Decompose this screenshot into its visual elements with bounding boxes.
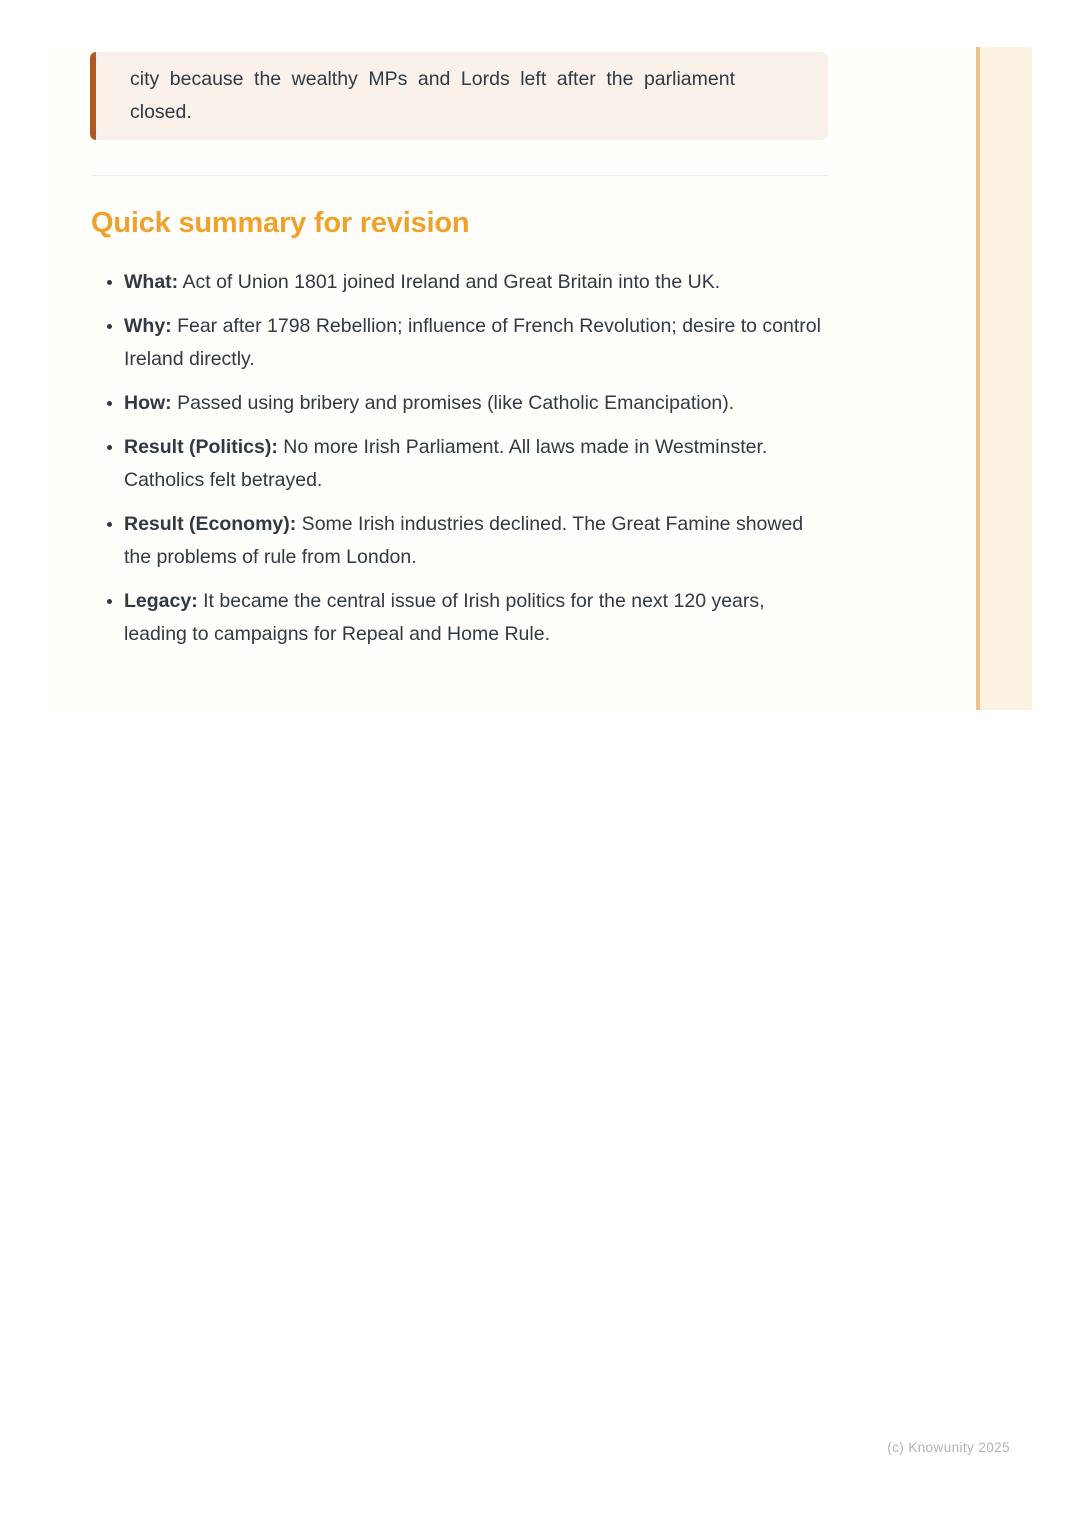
summary-item-text: Some Irish industries declined. The Great Famine showed the problems of rule from London. [124,513,804,568]
summary-item-label: Result (Economy): [124,513,297,535]
summary-item-text: Fear after 1798 Rebellion; influence of French Revolution; desire to control Ireland directly. [124,315,821,370]
quote-callout [90,52,828,140]
copyright-note: (c) Knowunity 2025 [887,1440,1010,1455]
section-divider [92,175,828,176]
summary-item-legacy [124,585,824,651]
summary-item-result-politics [124,431,824,497]
summary-item-label: What: [124,271,179,293]
summary-item-text: Act of Union 1801 joined Ireland and Great Britain into the UK. [178,271,721,293]
summary-item-why [124,310,824,376]
page-edge-strip [976,47,1032,710]
notes-sheet [48,47,1032,710]
section-heading: Quick summary for revision [91,207,470,239]
summary-item-result-economy [124,508,824,574]
summary-item-what [124,266,824,299]
summary-item-text: Passed using bribery and promises (like Catholic Emancipation). [171,392,735,414]
summary-item-label: Legacy: [124,590,198,612]
summary-list [92,266,824,662]
summary-item-label: How: [124,392,172,414]
summary-item-text: No more Irish Parliament. All laws made in Westminster. Catholics felt betrayed. [124,436,768,491]
summary-item-label: Result (Politics): [124,436,278,458]
summary-item-label: Why: [124,315,172,337]
quote-text: city because the wealthy MPs and Lords left after the parliament closed. [130,68,735,123]
summary-item-how [124,387,824,420]
summary-item-text: It became the central issue of Irish politics for the next 120 years, leading to campaigns for Repeal and Home Rule. [124,590,765,645]
